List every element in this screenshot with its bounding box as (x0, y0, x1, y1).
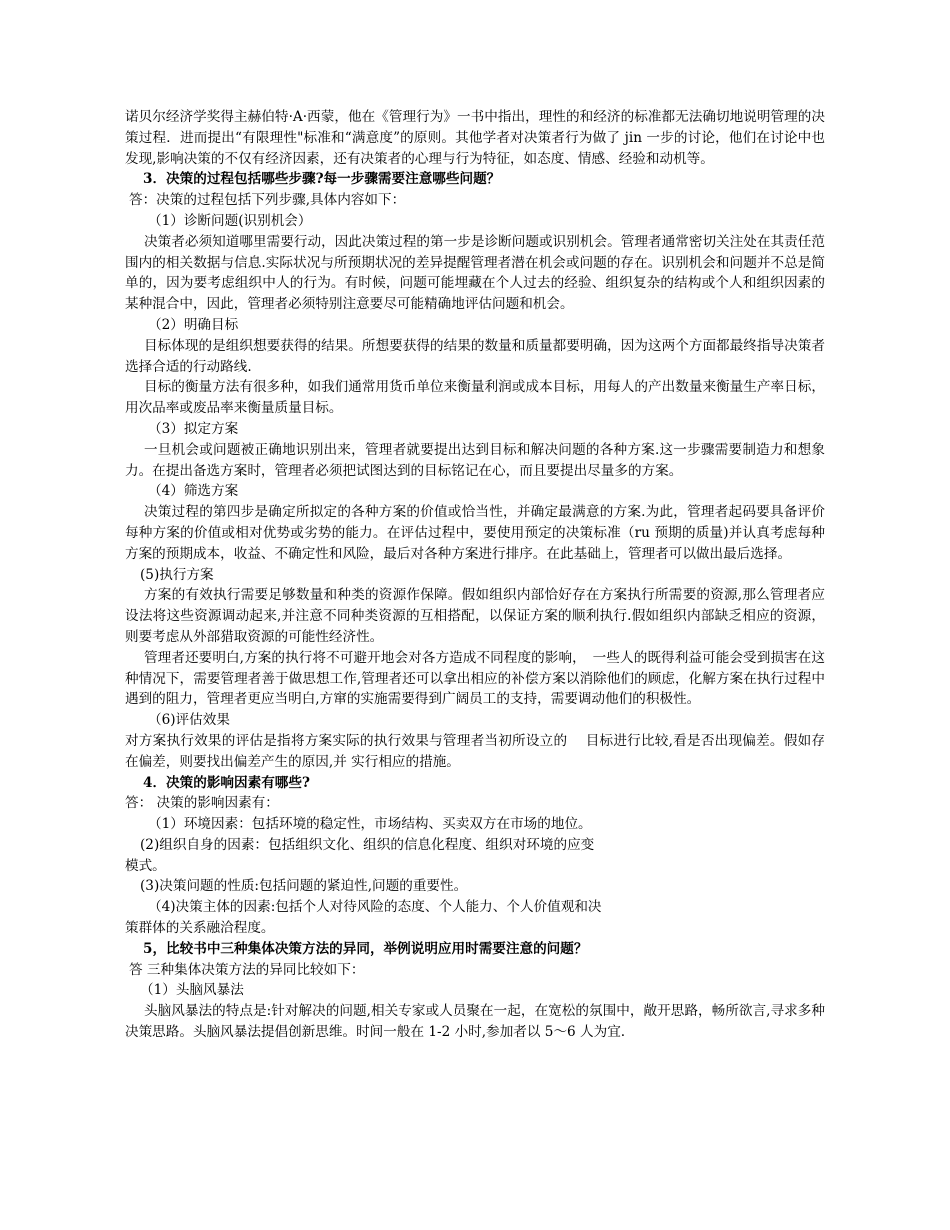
factor-4-line-1: （4)决策主体的因素:包括个人对待风险的态度、个人能力、个人价值观和决 (148, 899, 602, 916)
step-5-body-b: 管理者还要明白,方案的执行将不可避开地会对各方造成不同程度的影响， 一些人的既得利益可能会受到损害在这种情况下，需要管理者善于做思想工作,管理者还可以拿出相应的补偿方案以消除他们的顾虑，化解方案在执行过程中遇到的阻力，管理者更应当明白,方窜的实施需要得到广阔员工的支持，需要调动他们的积极性。 (125, 649, 825, 708)
step-5-body-a: 方案的有效执行需要足够数量和种类的资源作保障。假如组织内部恰好存在方案执行所需要的资源,那么管理者应设法将这些资源调动起来,并注意不同种类资源的互相搭配，以保证方案的顺利执行.假如组织内部缺乏相应的资源，则要考虑从外部猎取资源的可能性经济性。 (125, 587, 825, 645)
step-4-body: 决策过程的第四步是确定所拟定的各种方案的价值或恰当性，并确定最满意的方案.为此，管理者起码要具备评价每种方案的价值或相对优势或劣势的能力。在评估过程中，要使用预定的决策标准（ru 预期的质量)并认真考虑每种方案的预期成本，收益、不确定性和风险，最后对各种方案进行排序。在此基础上，管理者可以做出最后选择。 (125, 504, 825, 562)
step-2-body-a: 目标体现的是组织想要获得的结果。所想要获得的结果的数量和质量都要明确，因为这两个方面都最终指导决策者选择合适的行动路线. (125, 337, 825, 375)
paragraph-simon-intro: 诺贝尔经济学奖得主赫伯特·A·西蒙，他在《管理行为》一书中指出，理性的和经济的标准都无法确切地说明管理的决策过程．进而提出“有限理性"标准和“满意度”的原则。其他学者对决策者行为做了 jin 一步的讨论，他们在讨论中也发现,影响决策的不仅有经济因素，还有决策者的心理与行为特征，如态度、情感、经验和动机等。 (125, 109, 825, 167)
step-3-title: （3）拟定方案 (148, 420, 239, 437)
answer-3-intro: 答：决策的过程包括下列步骤,具体内容如下： (129, 192, 406, 209)
step-6-body: 对方案执行效果的评估是指将方案实际的执行效果与管理者当初所设立的 目标进行比较,看是否出现偏差。假如存在偏差，则要找出偏差产生的原因,并 实行相应的措施。 (125, 732, 825, 770)
factor-1: （1）环境因素：包括环境的稳定性，市场结构、买卖双方在市场的地位。 (148, 816, 592, 833)
document-page (125, 107, 825, 1043)
factor-4-line-2: 策群体的关系融洽程度。 (125, 920, 275, 937)
question-4-heading: 4．决策的影响因素有哪些? (143, 774, 310, 791)
factor-3: (3)决策问题的性质:包括问题的紧迫性,问题的重要性。 (140, 878, 468, 895)
step-4-title: （4）筛选方案 (148, 483, 239, 500)
step-1-body: 决策者必须知道哪里需要行动，因此决策过程的第一步是诊断问题或识别机会。管理者通常密切关注处在其责任范围内的相关数据与信息.实际状况与所预期状况的差异提醒管理者潜在机会或问题的存在。识别机会和问题并不总是简单的，因为要考虑组织中人的行为。有时候，问题可能埋藏在个人过去的经验、组织复杂的结构或个人和组织因素的某种混合中，因此，管理者必须特别注意要尽可能精确地评估问题和机会。 (125, 233, 825, 313)
step-3-body: 一旦机会或问题被正确地识别出来，管理者就要提出达到目标和解决问题的各种方案.这一步骤需要制造力和想象力。在提出备选方案时，管理者必须把试图达到的目标铭记在心，而且要提出尽量多的方案。 (125, 441, 825, 479)
step-5-title: (5)执行方案 (140, 566, 214, 583)
question-3-heading: 3．决策的过程包括哪些步骤?每一步骤需要注意哪些问题？ (143, 171, 501, 188)
factor-2-line-1: (2)组织自身的因素：包括组织文化、组织的信息化程度、组织对环境的应变 (140, 836, 595, 853)
factor-2-line-2: 模式。 (125, 857, 166, 874)
answer-5-intro: 答 三种集体决策方法的异同比较如下： (129, 961, 365, 978)
method-1-body: 头脑风暴法的特点是:针对解决的问题,相关专家或人员聚在一起，在宽松的氛围中，敞开思路，畅所欲言,寻求多种决策思路。头脑风暴法提倡创新思维。时间一般在 1-2 小时,参加者以 5～6 人为宜. (125, 1003, 825, 1041)
step-2-body-b: 目标的衡量方法有很多种，如我们通常用货币单位来衡量利润或成本目标，用每人的产出数量来衡量生产率日标，用次品率或废品率来衡量质量目标。 (125, 379, 825, 417)
step-2-title: （2）明确目标 (148, 316, 239, 333)
step-6-title: （6)评估效果 (148, 712, 230, 729)
method-1-title: （1）头脑风暴法 (140, 982, 244, 999)
answer-4-intro: 答： 决策的影响因素有： (125, 795, 279, 812)
step-1-title: （1）诊断问题(识别机会） (148, 212, 312, 229)
question-5-heading: 5，比较书中三种集体决策方法的异同，举例说明应用时需要注意的问题？ (143, 940, 588, 957)
